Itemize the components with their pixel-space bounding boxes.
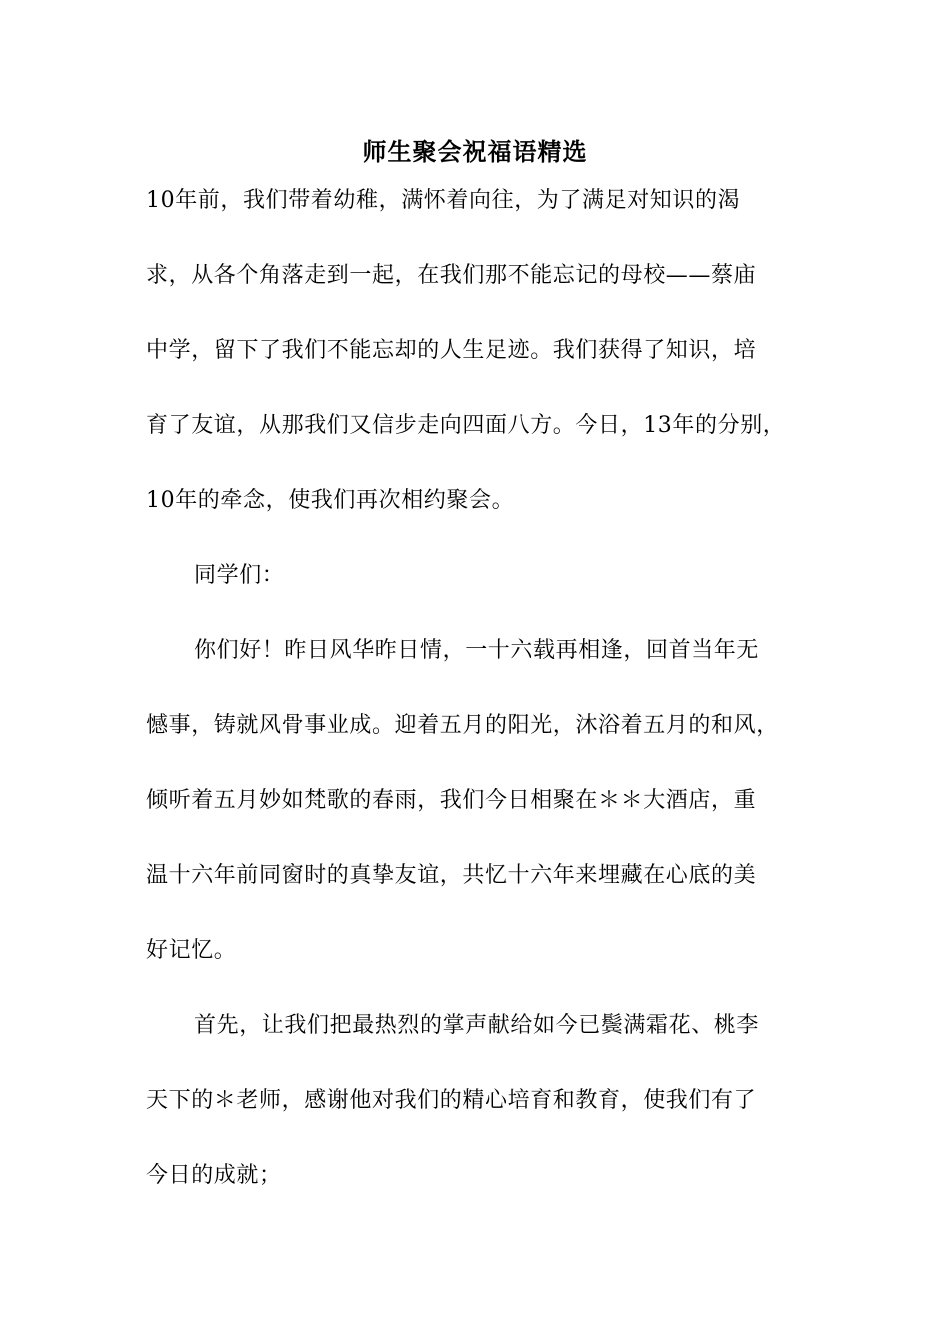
paragraph-line: 育了友谊，从那我们又信步走向四面八方。今日，13年的分别， [146, 413, 786, 438]
salutation-line: 同学们： [194, 563, 285, 588]
paragraph-line: 天下的＊老师，感谢他对我们的精心培育和教育，使我们有了 [146, 1088, 757, 1113]
paragraph-line: 中学，留下了我们不能忘却的人生足迹。我们获得了知识，培 [146, 338, 757, 363]
paragraph-line: 温十六年前同窗时的真挚友谊，共忆十六年来埋藏在心底的美 [146, 863, 757, 888]
paragraph-line: 今日的成就； [146, 1163, 282, 1188]
paragraph-line: 好记忆。 [146, 938, 237, 963]
paragraph-line: 首先，让我们把最热烈的掌声献给如今已鬓满霜花、桃李 [194, 1013, 760, 1038]
paragraph-line: 憾事，铸就风骨事业成。迎着五月的阳光，沐浴着五月的和风， [146, 713, 779, 738]
document-title: 师生聚会祝福语精选 [362, 137, 588, 166]
paragraph-line: 10年的牵念，使我们再次相约聚会。 [146, 488, 515, 513]
paragraph-line: 10年前，我们带着幼稚，满怀着向往，为了满足对知识的渴 [146, 188, 741, 213]
paragraph-line: 你们好！昨日风华昨日情，一十六载再相逢，回首当年无 [194, 638, 760, 663]
paragraph-line: 求，从各个角落走到一起，在我们那不能忘记的母校——蔡庙 [146, 263, 757, 288]
paragraph-line: 倾听着五月妙如梵歌的春雨，我们今日相聚在＊＊大酒店，重 [146, 788, 757, 813]
